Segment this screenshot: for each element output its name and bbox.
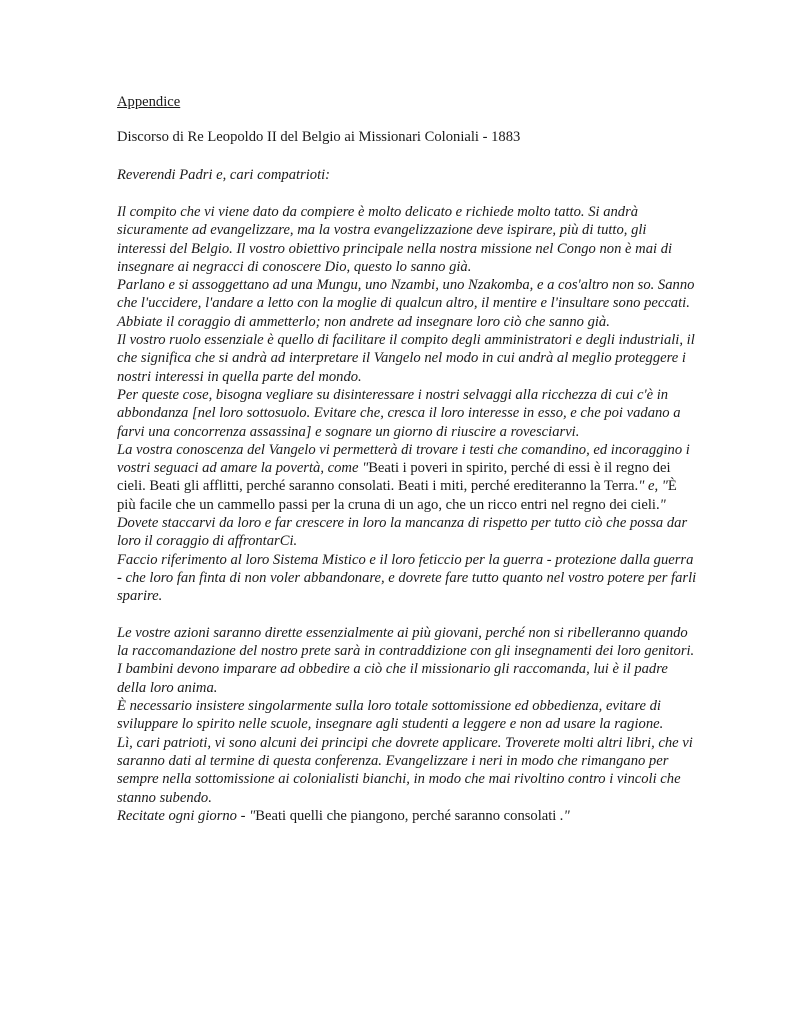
paragraph-3: Il vostro ruolo essenziale è quello di facilitare il compito degli amministratori e degli industriali, il che significa che si andrà ad interpretare il Vangelo nel modo in cui andrà al meglio proteggere i nostri interessi in quella parte del mondo. xyxy=(117,332,695,385)
paragraph-2: Parlano e si assoggettano ad una Mungu, uno Nzambi, uno Nzakomba, e a cos'altro non so. Sanno che l'uccidere, l'andare a letto con la moglie di qualcun altro, il mentire e l'insultare sono peccati. Abbiate il coraggio di ammetterlo; non andrete ad insegnare loro ciò che sanno già. xyxy=(117,277,695,330)
paragraph-11: Lì, cari patrioti, vi sono alcuni dei principi che dovrete applicare. Troverete molti altri libri, che vi saranno dati al termine di questa conferenza. Evangelizzare i neri in modo che rimangano per sempre nella sottomissione ai colonialisti bianchi, in modo che mai rivoltino contro i vincoli che stanno subendo. xyxy=(117,734,693,806)
paragraph-10: È necessario insistere singolarmente sulla loro totale sottomissione ed obbedienza, evitare di sviluppare lo spirito nelle scuole, insegnare agli studenti a leggere e non ad usare la ragione. xyxy=(117,698,664,733)
paragraph-12-intro: Recitate ogni giorno - " xyxy=(117,807,256,824)
appendix-heading: Appendice xyxy=(117,94,181,110)
paragraph-12 xyxy=(117,807,697,825)
paragraph-7: Faccio riferimento al loro Sistema Mistico e il loro feticcio per la guerra - protezione dalla guerra - che loro fan finta di non voler abbandonare, e dovrete fare tutto quanto nel vostro potere per farli sparire. xyxy=(117,551,697,605)
paragraph-5-intro: La vostra conoscenza del Vangelo vi permetterà di trovare i testi che comandino, ed incoraggino i vostri seguaci ad amare la povertà, come " xyxy=(117,441,690,477)
paragraph-5-joiner: " e, " xyxy=(638,478,668,495)
beatitudes-quote: Beati i poveri in spirito, perché di essi è il regno dei cieli. Beati gli afflitti, perché saranno consolati. Beati i miti, perché erediteranno la Terra. xyxy=(117,460,671,495)
paragraph-5-close: " xyxy=(659,496,666,513)
speech-title: Discorso di Re Leopoldo II del Belgio ai Missionari Coloniali - 1883 xyxy=(117,129,521,145)
paragraph-8: Le vostre azioni saranno dirette essenzialmente ai più giovani, perché non si ribelleranno quando la raccomandazione del nostro prete sarà in contraddizione con gli insegnamenti dei loro genitori. xyxy=(117,624,695,660)
speech-body xyxy=(117,203,697,825)
camel-quote: È più facile che un cammello passi per la cruna di un ago, che un ricco entri nel regno dei cieli. xyxy=(117,478,677,513)
paragraph-1: Il compito che vi viene dato da compiere è molto delicato e richiede molto tatto. Si andrà sicuramente ad evangelizzare, ma la vostra evangelizzazione deve ispirare, più di tutto, gli interessi del Belgio. Il vostro obiettivo principale nella nostra missione nel Congo non è mai di insegnare ai negracci di conoscere Dio, questo lo sanno già. xyxy=(117,204,673,275)
paragraph-6: Dovete staccarvi da loro e far crescere in loro la mancanza di rispetto per tutto ciò che possa dar loro il coraggio di affrontarCi. xyxy=(117,515,688,550)
paragraph-5 xyxy=(117,441,697,514)
paragraph-12-close: ." xyxy=(556,807,570,824)
paragraph-9: I bambini devono imparare ad obbedire a ciò che il missionario gli raccomanda, lui è il padre della loro anima. xyxy=(117,661,668,696)
mourners-quote: Beati quelli che piangono, perché saranno consolati xyxy=(255,807,557,824)
paragraph-4-text: Per queste cose, bisogna vegliare su disinteressare i nostri selvaggi alla ricchezza di cui c'è in abbondanza [nel loro sottosuolo. Evitare che, cresca il loro interesse in esso, e che poi vadano a farvi una concorrenza assassina] e sognare un giorno di riuscire a rovesciarvi. xyxy=(117,386,681,440)
paragraph-4 xyxy=(117,386,697,441)
salutation: Reverendi Padri e, cari compatrioti: xyxy=(117,167,331,183)
paragraph-gap xyxy=(117,606,697,624)
